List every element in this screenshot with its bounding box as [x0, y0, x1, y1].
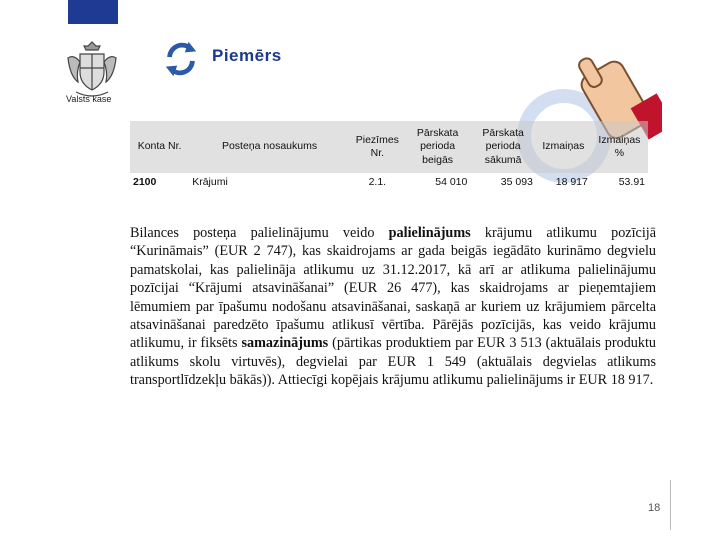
cell-change-pct: 53.91	[618, 176, 645, 188]
balance-table	[130, 121, 648, 191]
text-part: Bilances posteņa palielinājumu veido	[130, 225, 389, 241]
top-accent-bar	[68, 0, 118, 24]
col-header-change-pct: Izmaiņas %	[598, 133, 641, 159]
cell-change: 18 917	[555, 176, 588, 188]
cell-period-end: 54 010	[435, 176, 468, 188]
bold-term-increase: palielinājums	[388, 225, 471, 241]
page-divider	[670, 480, 671, 530]
col-header-name: Posteņa nosaukums	[221, 140, 318, 153]
bold-term-decrease: samazinājums	[241, 335, 329, 352]
slide-title: Piemērs	[212, 46, 282, 65]
sync-icon	[162, 40, 200, 78]
table-row	[130, 173, 648, 191]
table-header-row	[130, 121, 648, 173]
cell-period-start: 35 093	[500, 176, 533, 188]
page-number: 18	[648, 502, 661, 514]
cell-name: Krājumi	[192, 176, 228, 188]
cell-note: 2.1.	[368, 176, 387, 188]
text-part: krājumu atlikumu pozīcijā “Kurināmais” (EUR 2 747), kas skaidrojams ar gada beigās iegādāto kurināmo degvielu pamatskolai, kas palielināja atlikumu uz 31.12.2017, kā arī ar atlikuma palielinājumu pozīcijai “Krājumi atsavināšanai” (EUR 26 477), kas skaidrojams ar pieņemtajiem lēmumiem par īpašumu nodošanu atsavināšanai, saskaņā ar kuriem uz krājumiem pārcelta atsavināšanai paredzēto īpašumu atlikusī vērtība. Pārējās pozīcijās, kas veido krājumu atlikumu, ir fiksēts	[130, 225, 656, 352]
col-header-period-end: Pārskata perioda beigās	[416, 127, 459, 166]
col-header-change: Izmaiņas	[542, 140, 585, 153]
text-part: (pārtikas produktiem par EUR 3 513 (aktuālais produktu atlikums skolu virtuvēs), degvielai par EUR 1 549 (aktuālais degvielas atlikums transportlīdzekļu bākās)). Attiecīgi kopējais krājumu atlikumu palielinājums ir EUR 18 917.	[130, 335, 656, 389]
col-header-note: Piezīmes Nr.	[355, 133, 399, 159]
col-header-account: Konta Nr.	[137, 140, 182, 153]
col-header-period-start: Pārskata perioda sākumā	[482, 127, 524, 166]
cell-account: 2100	[133, 176, 157, 188]
logo-text: Valsts kase	[66, 94, 112, 104]
explanation-paragraph	[130, 224, 656, 390]
